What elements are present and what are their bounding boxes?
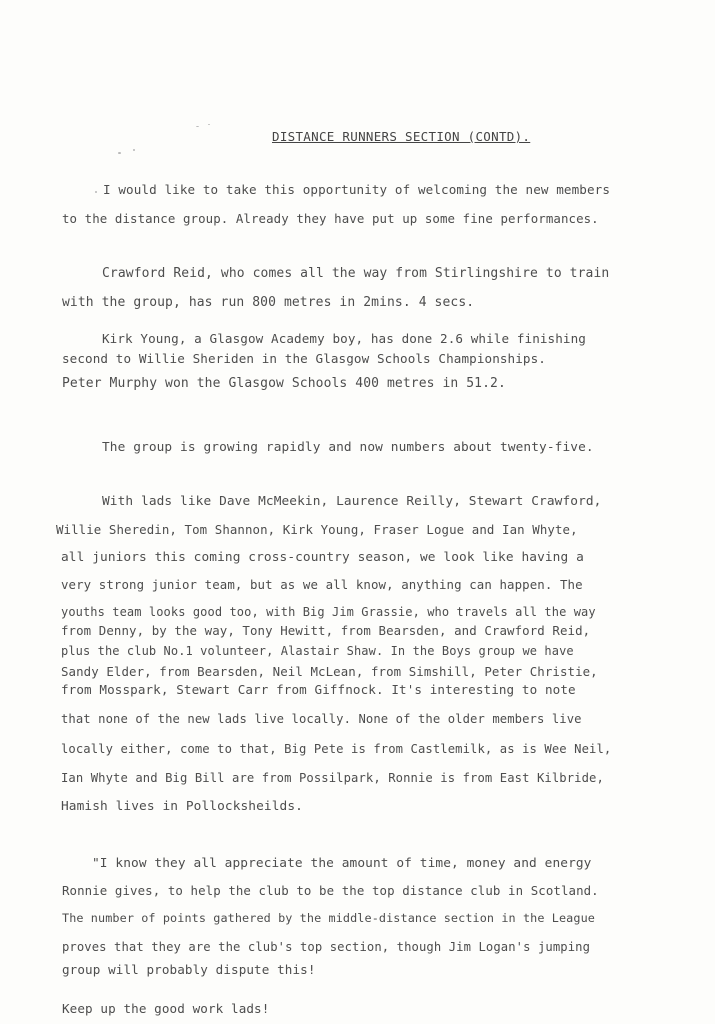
paragraph-5-line-2: Willie Sheredin, Tom Shannon, Kirk Young, Fraser Logue and Ian Whyte, <box>56 522 578 537</box>
paragraph-5-line-9: from Mosspark, Stewart Carr from Giffnock. It's interesting to note <box>61 682 576 697</box>
paragraph-6-line-2: Ronnie gives, to help the club to be the top distance club in Scotland. <box>62 883 599 898</box>
ink-speck <box>95 191 97 193</box>
paragraph-6-line-1: "I know they all appreciate the amount of time, money and energy <box>92 856 592 871</box>
paragraph-5-line-10: that none of the new lads live locally. None of the older members live <box>61 712 582 726</box>
paragraph-7-line-1: Keep up the good work lads! <box>62 1001 270 1016</box>
paragraph-5-line-4: very strong junior team, but as we all know, anything can happen. The <box>61 577 583 592</box>
paragraph-6-line-4: proves that they are the club's top section, though Jim Logan's jumping <box>62 940 591 954</box>
paragraph-5-line-1: With lads like Dave McMeekin, Laurence Reilly, Stewart Crawford, <box>102 494 602 509</box>
paragraph-5-line-12: Ian Whyte and Big Bill are from Possilpark, Ronnie is from East Kilbride, <box>61 771 604 785</box>
paragraph-5-line-13: Hamish lives in Pollocksheilds. <box>61 799 303 814</box>
paragraph-6-line-5: group will probably dispute this! <box>62 962 316 977</box>
paragraph-2-line-2: with the group, has run 800 metres in 2mins. 4 secs. <box>62 295 475 310</box>
paragraph-1-line-1: I would like to take this opportunity of welcoming the new members <box>103 182 611 197</box>
paragraph-5-line-3: all juniors this coming cross-country season, we look like having a <box>61 550 584 565</box>
paragraph-3-line-1: Kirk Young, a Glasgow Academy boy, has done 2.6 while finishing <box>102 331 586 346</box>
ink-speck <box>196 126 199 127</box>
paragraph-1-line-2: to the distance group. Already they have put up some fine performances. <box>62 211 599 226</box>
paragraph-5-line-7: plus the club No.1 volunteer, Alastair Shaw. In the Boys group we have <box>61 644 574 658</box>
ink-speck <box>118 152 121 154</box>
section-title: DISTANCE RUNNERS SECTION (CONTD). <box>272 129 531 144</box>
paragraph-5-line-6: from Denny, by the way, Tony Hewitt, from Bearsden, and Crawford Reid, <box>61 623 591 638</box>
ink-speck <box>133 149 135 151</box>
paragraph-5-line-8: Sandy Elder, from Bearsden, Neil McLean, from Simshill, Peter Christie, <box>61 664 598 679</box>
paragraph-5-line-5: youths team looks good too, with Big Jim Grassie, who travels all the way <box>61 605 596 619</box>
paragraph-6-line-3: The number of points gathered by the middle-distance section in the League <box>62 911 595 925</box>
ink-speck <box>208 124 210 125</box>
paragraph-4-line-1: The group is growing rapidly and now numbers about twenty-five. <box>102 440 594 455</box>
paragraph-3-line-2: second to Willie Sheriden in the Glasgow Schools Championships. <box>62 351 546 366</box>
paragraph-3-line-3: Peter Murphy won the Glasgow Schools 400 metres in 51.2. <box>62 376 506 391</box>
paragraph-2-line-1: Crawford Reid, who comes all the way from Stirlingshire to train <box>102 266 610 281</box>
paragraph-5-line-11: locally either, come to that, Big Pete is from Castlemilk, as is Wee Neil, <box>61 742 612 756</box>
